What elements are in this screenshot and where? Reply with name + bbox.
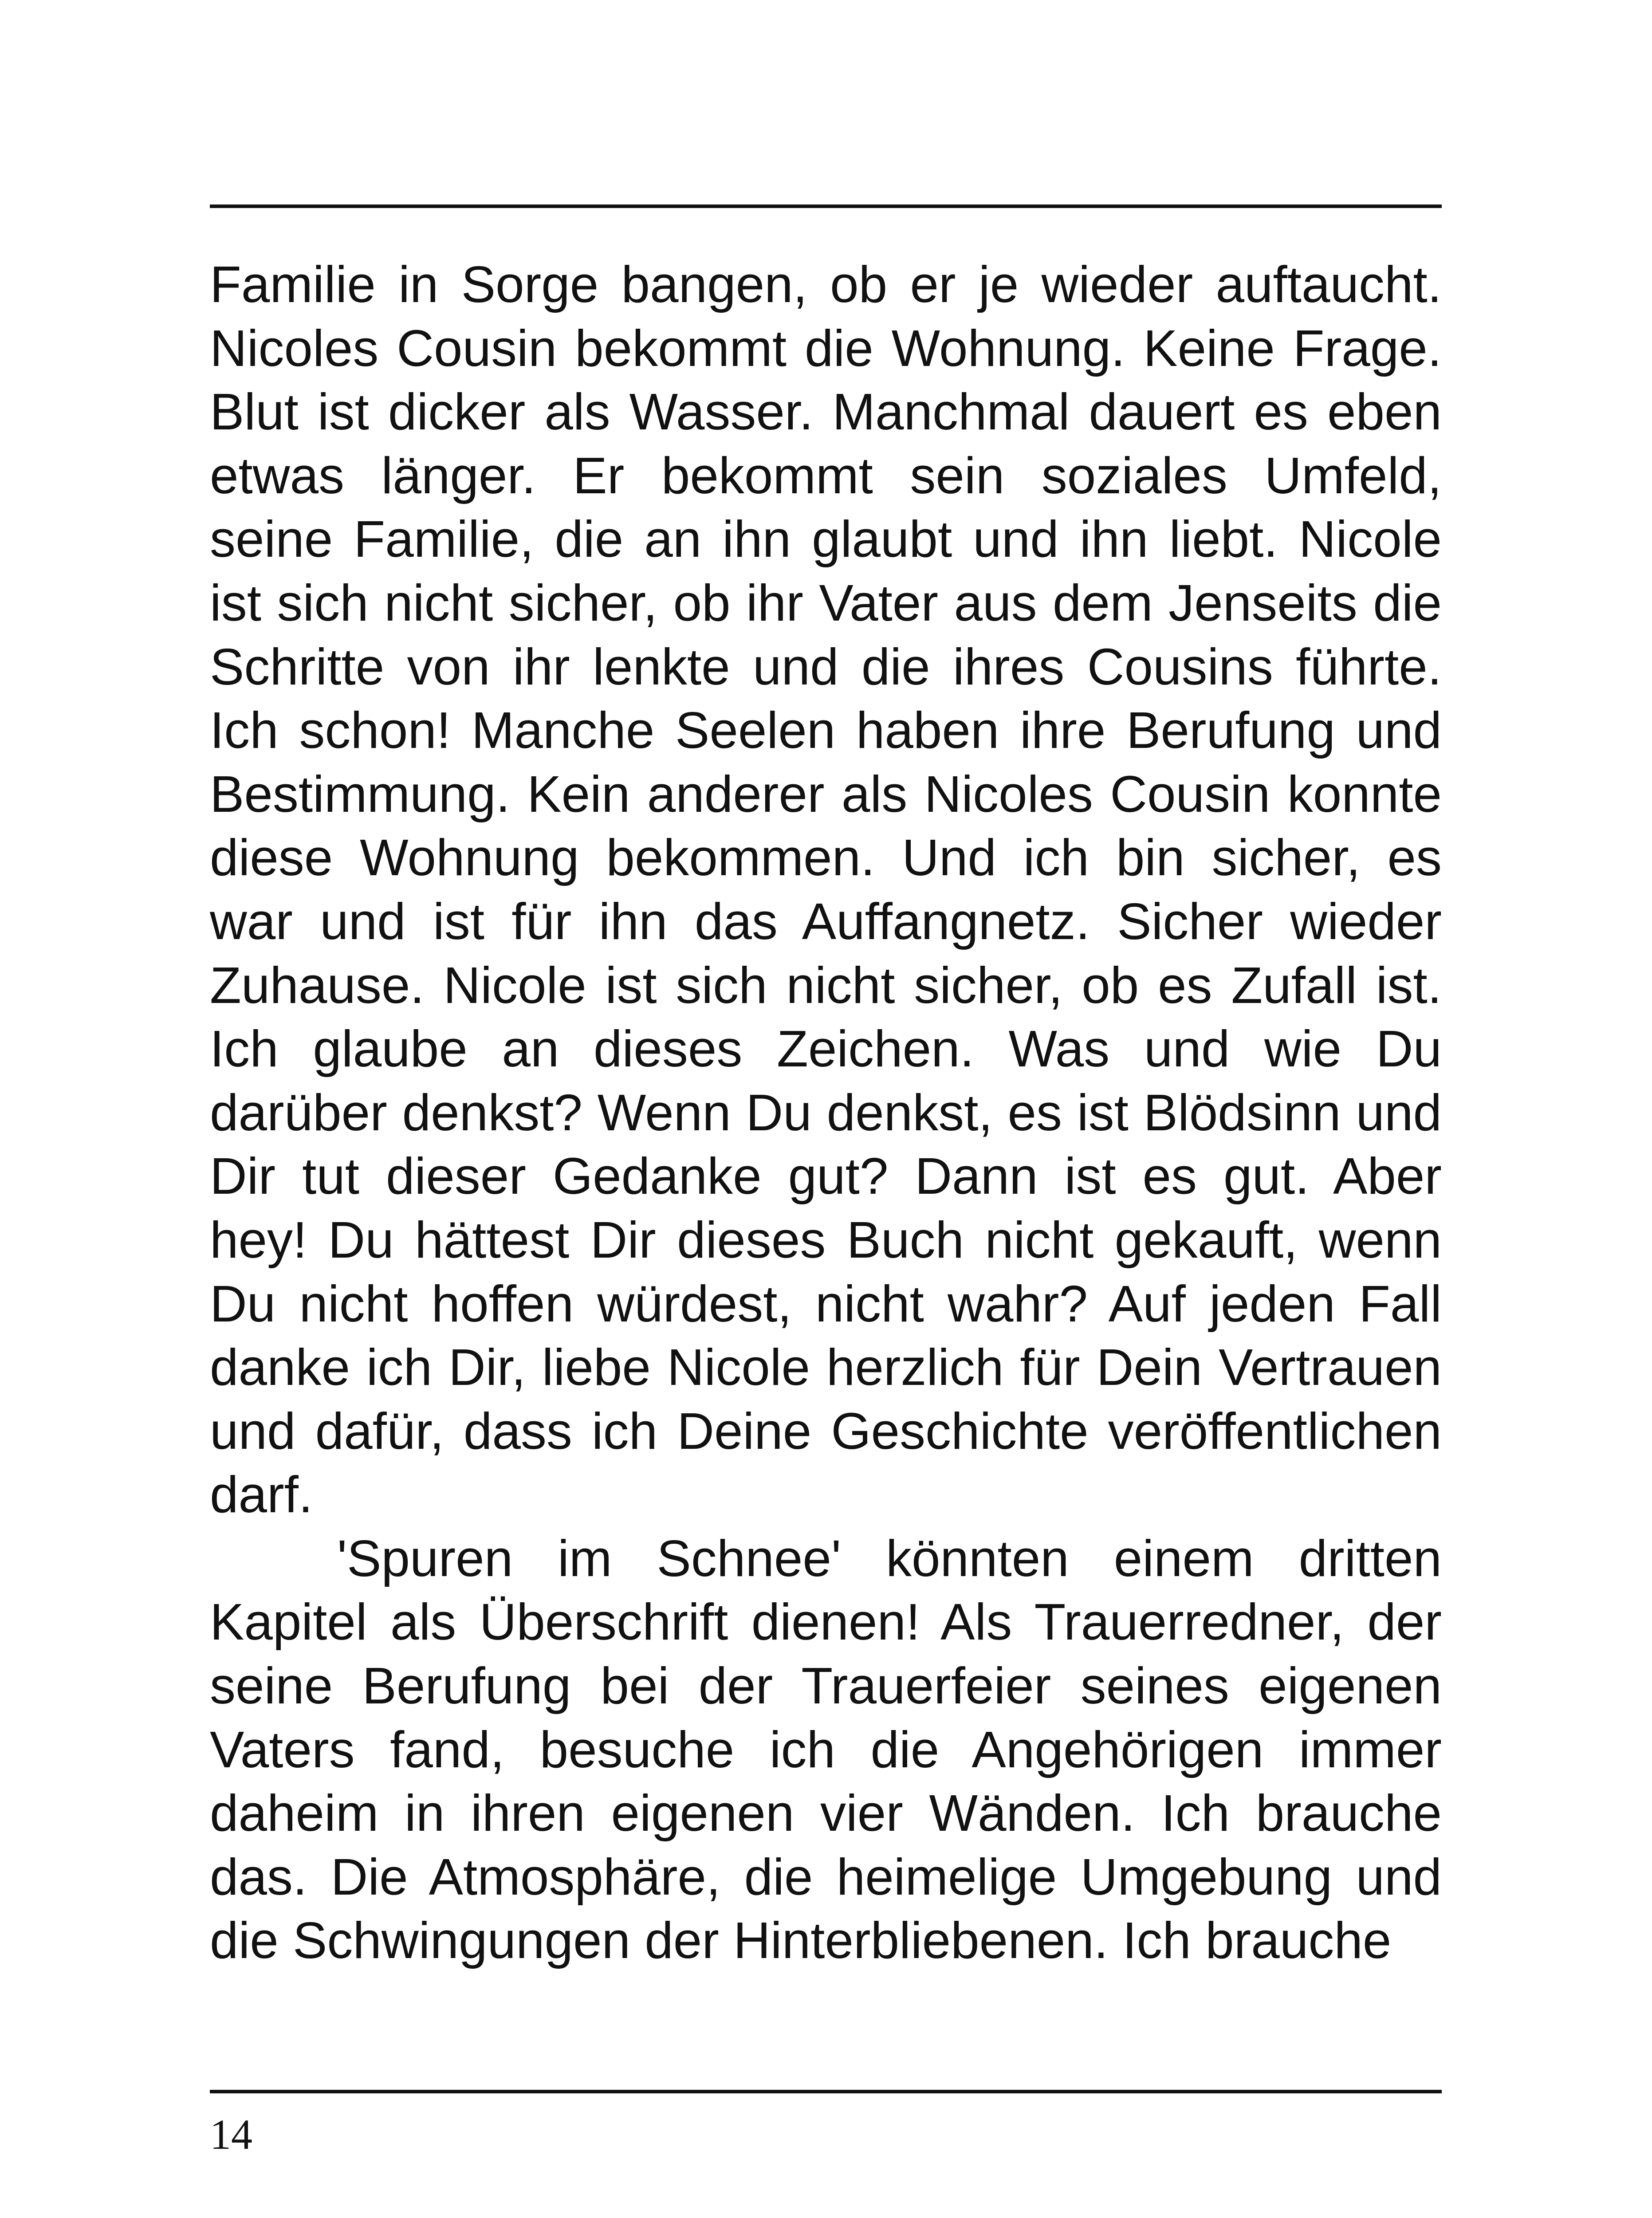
paragraph-1: Familie in Sorge bangen, ob er je wieder auftaucht. Nicoles Cousin bekommt die Wohnung. Keine Frage. Blut ist dicker als Wasser. Manchmal dauert es eben etwas länger. Er bekommt sein soziales Umfeld, seine Familie, die an ihn glaubt und ihn liebt. Nicole ist sich nicht sicher, ob ihr Vater aus dem Jenseits die Schritte von ihr lenkte und die ihres Cousins führte. Ich schon! Manche Seelen haben ihre Berufung und Bestimmung. Kein anderer als Nicoles Cousin konnte diese Wohnung bekommen. Und ich bin sicher, es war und ist für ihn das Auffangnetz. Sicher wieder Zuhause. Nicole ist sich nicht sicher, ob es Zufall ist. Ich glaube an dieses Zeichen. Was und wie Du darüber denkst? Wenn Du denkst, es ist Blödsinn und Dir tut dieser Gedanke gut? Dann ist es gut. Aber hey! Du hättest Dir dieses Buch nicht gekauft, wenn Du nicht hoffen würdest, nicht wahr? Auf jeden Fall danke ich Dir, liebe Nicole herzlich für Dein Vertrauen und dafür, dass ich Deine Geschichte veröffentlichen darf. (210, 256, 1442, 1524)
paragraph-2: 'Spuren im Schnee' könnten einem dritten Kapitel als Überschrift dienen! Als Trauerredner, der seine Berufung bei der Trauerfeier seines eigenen Vaters fand, besuche ich die Angehörigen immer daheim in ihren eigenen vier Wänden. Ich brauche das. Die Atmosphäre, die heimelige Umgebung und die Schwingungen der Hinterbliebenen. Ich brauche (210, 1529, 1442, 1970)
header-rule (210, 204, 1442, 208)
footer-rule (210, 2090, 1442, 2093)
body-text (210, 253, 1442, 1973)
page-number: 14 (210, 2111, 252, 2158)
